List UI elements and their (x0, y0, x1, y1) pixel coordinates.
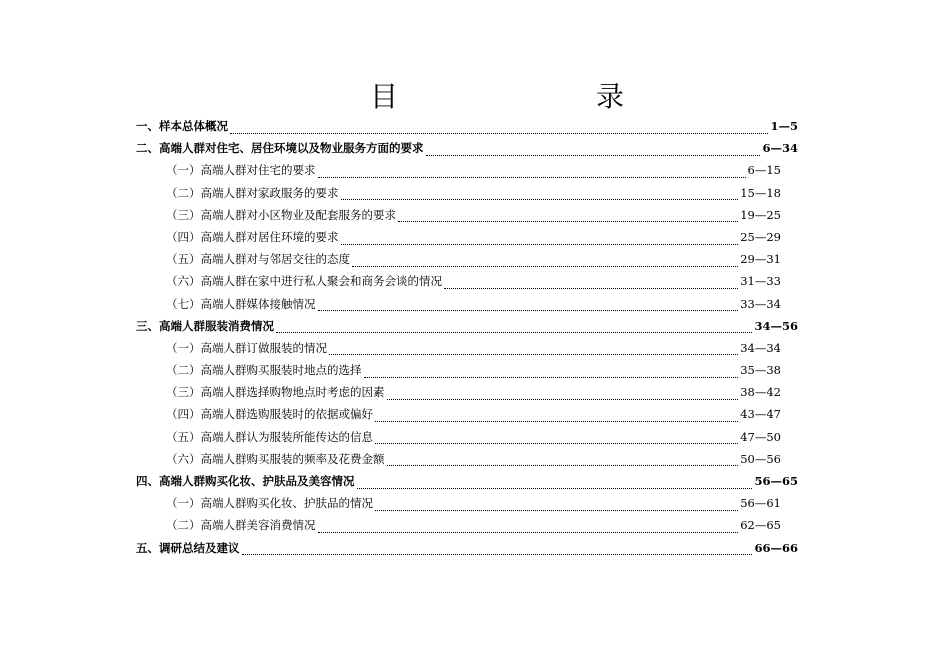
dot-leader (426, 147, 761, 156)
toc-entry-label: （四）高端人群选购服装时的依据或偏好 (166, 407, 373, 422)
toc-entry-label: （三）高端人群对小区物业及配套服务的要求 (166, 207, 396, 222)
toc-entry-pages: 34—34 (740, 340, 781, 355)
toc-entry-label: （二）高端人群购买服装时地点的选择 (166, 363, 362, 378)
dot-leader (375, 502, 738, 511)
toc-entry-pages: 35—38 (740, 363, 781, 378)
toc-entry-pages: 19—25 (740, 207, 781, 222)
dot-leader (329, 346, 738, 355)
dot-leader (318, 169, 746, 178)
toc-subsection-entry[interactable] (136, 251, 781, 273)
dot-leader (444, 280, 738, 289)
toc-entry-pages: 56—65 (754, 474, 798, 488)
toc-entry-pages: 25—29 (740, 229, 781, 244)
dot-leader (318, 524, 739, 533)
toc-subsection-entry[interactable] (136, 406, 781, 428)
dot-leader (357, 480, 753, 489)
dot-leader (341, 191, 739, 200)
toc-subsection-entry[interactable] (136, 340, 781, 362)
toc-subsection-entry[interactable] (136, 362, 781, 384)
toc-entry-label: （四）高端人群对居住环境的要求 (166, 229, 339, 244)
toc-subsection-entry[interactable] (136, 384, 781, 406)
title-char-right: 录 (596, 80, 625, 113)
toc-subsection-entry[interactable] (136, 162, 781, 184)
toc-entry-label: （三）高端人群选择购物地点时考虑的因素 (166, 385, 385, 400)
toc-entry-pages: 6—34 (762, 141, 798, 156)
toc-entry-label: （一）高端人群订做服装的情况 (166, 340, 327, 355)
toc-entry-label: 三、高端人群服装消费情况 (136, 318, 274, 333)
toc-entry-label: （五）高端人群认为服装所能传达的信息 (166, 429, 373, 444)
toc-entry-pages: 62—65 (740, 518, 781, 533)
toc-entry-label: 二、高端人群对住宅、居住环境以及物业服务方面的要求 (136, 141, 424, 156)
dot-leader (242, 546, 753, 555)
toc-entry-label: （一）高端人群对住宅的要求 (166, 163, 316, 178)
toc-subsection-entry[interactable] (136, 296, 781, 318)
toc-entry-label: （七）高端人群媒体接触情况 (166, 296, 316, 311)
toc-subsection-entry[interactable] (136, 451, 781, 473)
toc-entry-label: 四、高端人群购买化妆、护肤品及美容情况 (136, 474, 355, 488)
toc-entry-label: （一）高端人群购买化妆、护肤品的情况 (166, 496, 373, 511)
toc-entry-label: （六）高端人群在家中进行私人聚会和商务会谈的情况 (166, 274, 442, 289)
toc-subsection-entry[interactable] (136, 207, 781, 229)
toc-entry-label: （五）高端人群对与邻居交往的态度 (166, 252, 350, 267)
toc-entry-pages: 34—56 (754, 318, 798, 333)
toc-entry-pages: 31—33 (740, 274, 781, 289)
toc-entry-pages: 33—34 (740, 296, 781, 311)
dot-leader (341, 236, 739, 245)
dot-leader (398, 213, 738, 222)
toc-entry-pages: 66—66 (754, 540, 798, 555)
dot-leader (375, 413, 738, 422)
toc-subsection-entry[interactable] (136, 185, 781, 207)
dot-leader (318, 302, 739, 311)
dot-leader (387, 391, 739, 400)
dot-leader (387, 457, 739, 466)
toc-entry-pages: 43—47 (740, 407, 781, 422)
toc-title (0, 80, 950, 114)
dot-leader (230, 125, 768, 134)
toc-entry-pages: 29—31 (740, 252, 781, 267)
toc-entry-pages: 6—15 (747, 163, 781, 178)
toc-entry-pages: 15—18 (740, 185, 781, 200)
toc-section-entry[interactable] (136, 473, 798, 495)
dot-leader (364, 369, 739, 378)
toc-section-entry[interactable] (136, 140, 798, 162)
table-of-contents (136, 118, 798, 562)
toc-entry-pages: 1—5 (770, 119, 798, 133)
toc-section-entry[interactable] (136, 318, 798, 340)
toc-entry-label: （六）高端人群购买服装的频率及花费金额 (166, 451, 385, 466)
toc-entry-label: （二）高端人群对家政服务的要求 (166, 185, 339, 200)
dot-leader (276, 324, 752, 333)
title-char-left: 目 (370, 80, 399, 113)
toc-entry-label: 五、调研总结及建议 (136, 540, 240, 555)
toc-subsection-entry[interactable] (136, 273, 781, 295)
toc-subsection-entry[interactable] (136, 229, 781, 251)
toc-entry-pages: 47—50 (740, 429, 781, 444)
toc-entry-pages: 50—56 (740, 451, 781, 466)
toc-entry-pages: 56—61 (740, 496, 781, 511)
dot-leader (375, 435, 738, 444)
toc-subsection-entry[interactable] (136, 429, 781, 451)
toc-entry-label: 一、样本总体概况 (136, 119, 228, 133)
toc-section-entry[interactable] (136, 540, 798, 562)
toc-subsection-entry[interactable] (136, 495, 781, 517)
toc-subsection-entry[interactable] (136, 517, 781, 539)
toc-entry-label: （二）高端人群美容消费情况 (166, 518, 316, 533)
dot-leader (352, 258, 738, 267)
toc-entry-pages: 38—42 (740, 385, 781, 400)
toc-section-entry[interactable] (136, 118, 798, 140)
